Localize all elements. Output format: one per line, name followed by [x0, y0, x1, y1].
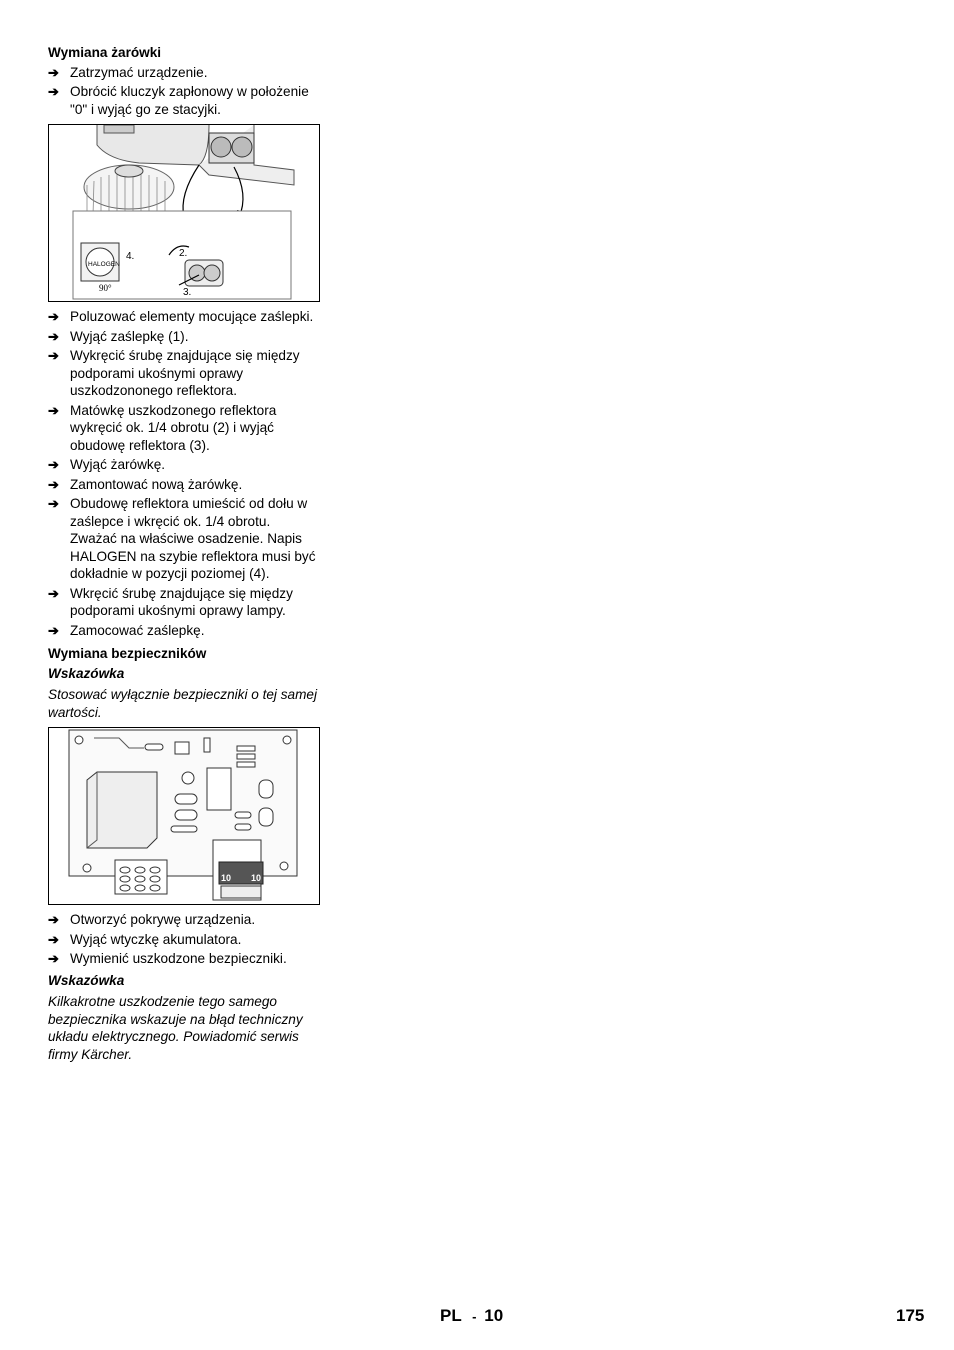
- list-item: ➔ Wykręcić śrubę znajdujące się między podporami ukośnymi oprawy uszkodzononego reflektora.: [48, 348, 300, 398]
- arrow-icon: ➔: [48, 348, 59, 363]
- note-heading: Wskazówka: [48, 665, 125, 681]
- arrow-icon: ➔: [48, 496, 59, 511]
- steps-before-list: [48, 64, 320, 119]
- note-text: Stosować wyłącznie bezpieczniki o tej samej wartości.: [48, 687, 317, 720]
- fuse-value-left: 10: [221, 873, 232, 883]
- arrow-icon: ➔: [48, 309, 59, 324]
- arrow-icon: ➔: [48, 457, 59, 472]
- fuse-value-right: 10: [251, 873, 262, 883]
- label-2: 2.: [179, 248, 188, 259]
- arrow-icon: ➔: [48, 402, 59, 418]
- arrow-icon: ➔: [48, 622, 59, 638]
- fuse-board-diagram: [49, 728, 319, 904]
- list-item: ➔ Zamontować nową żarówkę.: [48, 476, 243, 492]
- arrow-icon: ➔: [48, 585, 59, 601]
- list-item: ➔ Wkręcić śrubę znajdujące się między podporami ukośnymi oprawy lampy.: [48, 585, 293, 618]
- list-item: ➔ Matówkę uszkodzonego reflektora wykręcić ok. 1/4 obrotu (2) i wyjąć obudowę reflektora (3).: [48, 402, 277, 453]
- list-item: ➔ Obudowę reflektora umieścić od dołu w zaślepce i wkręcić ok. 1/4 obrotu. Zważać na właściwe osadzenie. Napis HALOGEN na szybie reflektora musi być dokładnie w pozycji poziomej (4).: [48, 496, 316, 581]
- arrow-icon: ➔: [48, 64, 59, 80]
- list-item: ➔ Obrócić kluczyk zapłonowy w położenie "0" i wyjąć go ze stacyjki.: [48, 84, 309, 117]
- list-item: ➔ Otworzyć pokrywę urządzenia.: [48, 912, 256, 927]
- list-item: ➔ Wymienić uszkodzone bezpieczniki.: [48, 951, 287, 966]
- footer-num: 10: [484, 1306, 504, 1325]
- arrow-icon: ➔: [48, 912, 59, 927]
- list-item: ➔ Wyjąć żarówkę.: [48, 457, 166, 472]
- headlight-figure: [48, 124, 320, 302]
- section-title-fuses: Wymiana bezpieczników: [48, 646, 207, 661]
- label-4: 4.: [126, 251, 135, 262]
- footer-sep: -: [472, 1309, 477, 1324]
- footer-section-id: [440, 1306, 503, 1326]
- list-item: ➔ Poluzować elementy mocujące zaślepki.: [48, 309, 314, 324]
- label-3: 3.: [183, 287, 192, 298]
- angle-label: 90°: [99, 283, 112, 293]
- content-column: [48, 44, 320, 1069]
- headlight-diagram: [49, 125, 319, 301]
- steps-after-list: [48, 308, 320, 639]
- fuse-steps-list: [48, 911, 320, 968]
- list-item: ➔ Zamocować zaślepkę.: [48, 622, 205, 638]
- list-item: ➔ Zatrzymać urządzenie.: [48, 64, 208, 80]
- list-item: ➔ Wyjąć wtyczkę akumulatora.: [48, 931, 242, 947]
- note-heading: Wskazówka: [48, 972, 125, 988]
- arrow-icon: ➔: [48, 951, 59, 966]
- arrow-icon: ➔: [48, 931, 59, 947]
- page-number: 175: [896, 1306, 925, 1325]
- halogen-label: HALOGEN: [88, 261, 120, 268]
- fuse-board-figure: [48, 727, 320, 905]
- arrow-icon: ➔: [48, 84, 59, 99]
- note-text: Kilkakrotne uszkodzenie tego samego bezpiecznika wskazuje na błąd techniczny układu elektrycznego. Powiadomić serwis firmy Kärcher.: [48, 994, 303, 1062]
- section-title-bulb: Wymiana żarówki: [48, 45, 162, 60]
- footer-lang: PL: [440, 1306, 462, 1325]
- list-item: ➔ Wyjąć zaślepkę (1).: [48, 328, 189, 344]
- arrow-icon: ➔: [48, 476, 59, 492]
- arrow-icon: ➔: [48, 328, 59, 344]
